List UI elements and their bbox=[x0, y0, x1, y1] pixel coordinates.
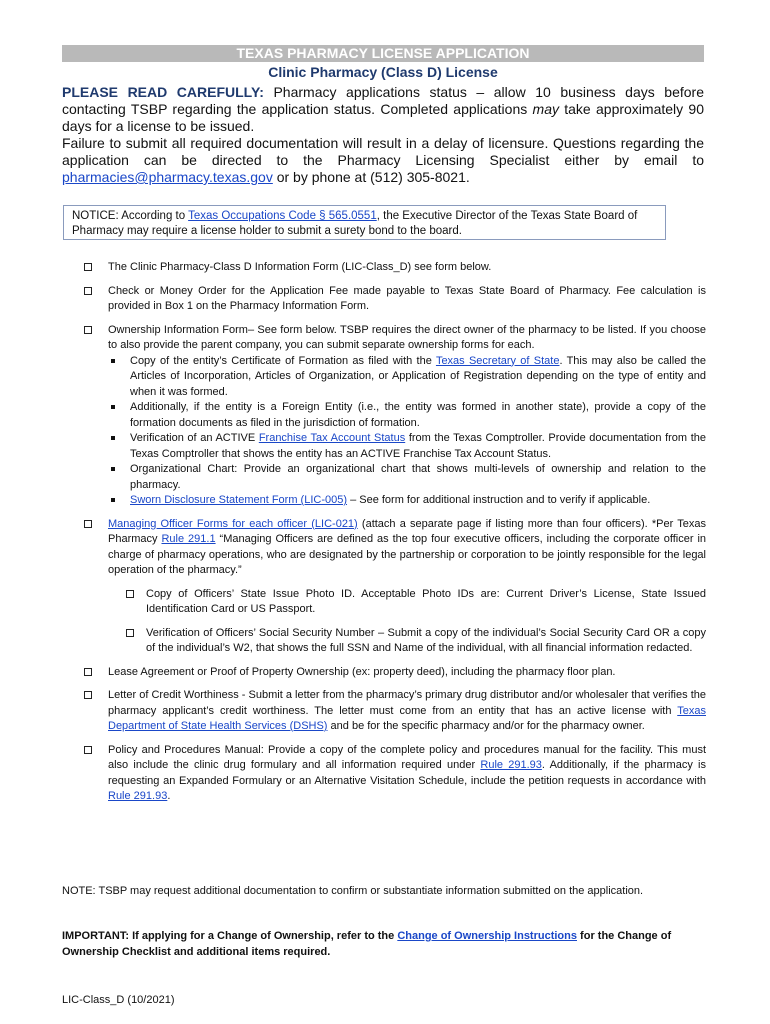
bullet-text: Organizational Chart: Provide an organizational chart that shows multi-levels of ownership and relation to the pharmacy. bbox=[130, 463, 706, 491]
bullet-text: from the Texas Comptroller. Provide documentation from the Texas Comptroller that shows the entity has an ACTIVE Franchise Tax Account Status. bbox=[130, 432, 706, 460]
intro-text: Failure to submit all required documentation will result in a delay of licensure. Questions regarding the application can be directed to the Pharmacy Licensing Specialist either by email to bbox=[62, 135, 704, 168]
form-subtitle: Clinic Pharmacy (Class D) License bbox=[268, 64, 498, 80]
requirements-checklist bbox=[62, 260, 706, 813]
form-title-banner: TEXAS PHARMACY LICENSE APPLICATION bbox=[62, 45, 704, 62]
checkbox-icon[interactable] bbox=[84, 691, 92, 699]
item-text: Check or Money Order for the Application Fee made payable to Texas State Board of Pharmacy. Fee calculation is provided in Box 1 on the Pharmacy Information Form. bbox=[108, 284, 706, 312]
secretary-of-state-link[interactable]: Texas Secretary of State bbox=[435, 354, 560, 367]
franchise-tax-link[interactable]: Franchise Tax Account Status bbox=[258, 432, 406, 444]
email-link[interactable]: pharmacies@pharmacy.texas.gov bbox=[62, 169, 273, 185]
item-text: Verification of Officers’ Social Security Number – Submit a copy of the individual’s Social Security Card OR a copy of the individual’s W2, that shows the full SSN and Name of the individual, with all financial information redacted. bbox=[146, 626, 706, 654]
checklist-item-info-form bbox=[62, 260, 706, 276]
checklist-item-photo-id bbox=[62, 587, 706, 618]
checklist-item-fee bbox=[62, 284, 706, 315]
rule-291-93-link[interactable]: Rule 291.93 bbox=[480, 759, 542, 771]
intro-emphasis: may bbox=[532, 101, 559, 117]
bullet-item bbox=[108, 493, 706, 509]
intro-paragraph-1 bbox=[62, 84, 704, 135]
checklist-item-policy bbox=[62, 743, 706, 805]
note-text: NOTE: TSBP may request additional documentation to confirm or substantiate information submitted on the application. bbox=[62, 885, 644, 897]
intro-paragraph-2 bbox=[62, 135, 704, 186]
bullet-item bbox=[108, 354, 706, 401]
item-text: . Additionally, if the pharmacy is requesting an Expanded Formulary or an Alternative Visitation Schedule, include the petition requests in accordance with bbox=[108, 759, 706, 787]
bullet-item bbox=[108, 431, 706, 462]
bullet-text: Copy of the entity’s Certificate of Formation as filed with the bbox=[130, 354, 436, 367]
item-text: Ownership Information Form– See form below. TSBP requires the direct owner of the pharmacy to be listed. If you choose to also provide the parent company, you can submit separate ownership forms for each. bbox=[108, 323, 706, 351]
notice-box bbox=[63, 205, 666, 240]
checkbox-icon[interactable] bbox=[84, 520, 92, 528]
checkbox-icon[interactable] bbox=[84, 668, 92, 676]
bullet-text: Verification of an ACTIVE bbox=[130, 432, 259, 444]
bullet-item bbox=[108, 462, 706, 493]
form-footer-id: LIC-Class_D (10/2021) bbox=[62, 994, 175, 1006]
bullet-text: Additionally, if the entity is a Foreign Entity (i.e., the entity was formed in another state), provide a copy of the formation documents as filed in the jurisdiction of formation. bbox=[130, 401, 706, 429]
checkbox-icon[interactable] bbox=[126, 590, 134, 598]
notice-text: , the Executive Director of the Texas State Board of Pharmacy may require a license holder to submit a surety bond to the board. bbox=[72, 210, 638, 237]
item-text: “Managing Officers are defined as the top four executive officers, including the corporate officer in charge of pharmacy operations, who are designated by the partnership or corporation to be jointly responsible for the legal operation of the pharmacy.” bbox=[108, 533, 707, 576]
bullet-item bbox=[108, 400, 706, 431]
important-notice bbox=[62, 929, 704, 960]
intro-section bbox=[62, 84, 704, 186]
rule-291-93-link-2[interactable]: Rule 291.93 bbox=[108, 790, 168, 802]
checklist-item-ssn bbox=[62, 626, 706, 657]
sworn-disclosure-link[interactable]: Sworn Disclosure Statement Form (LIC-005) bbox=[130, 494, 348, 506]
item-text: and be for the specific pharmacy and/or for the pharmacy owner. bbox=[327, 720, 645, 732]
notice-text: NOTICE: According to bbox=[72, 210, 189, 222]
ownership-bullet-list bbox=[108, 354, 706, 509]
item-text: . bbox=[167, 790, 171, 802]
important-text: IMPORTANT: If applying for a Change of Ownership, refer to the bbox=[62, 930, 398, 942]
checkbox-icon[interactable] bbox=[126, 629, 134, 637]
item-text: Policy and Procedures Manual: Provide a copy of the complete policy and procedures manual for the facility. This must also include the clinic drug formulary and all information required under bbox=[108, 743, 706, 771]
intro-text: take approximately 90 days for a license to be issued. bbox=[62, 101, 704, 134]
checklist-item-managing-officer bbox=[62, 517, 706, 579]
read-carefully-label: PLEASE READ CAREFULLY: bbox=[62, 84, 264, 100]
checklist-item-credit bbox=[62, 688, 706, 735]
dshs-link[interactable]: Texas Department of State Health Services (DSHS) bbox=[108, 704, 706, 732]
item-text: Letter of Credit Worthiness - Submit a letter from the pharmacy’s primary drug distributor and/or wholesaler that verifies the pharmacy applicant’s credit worthiness. The letter must come from an entity that has an active license with bbox=[108, 689, 706, 717]
checkbox-icon[interactable] bbox=[84, 263, 92, 271]
item-text: (attach a separate page if listing more than four officers). *Per Texas Pharmacy bbox=[108, 517, 706, 545]
checkbox-icon[interactable] bbox=[84, 326, 92, 334]
rule-291-1-link[interactable]: Rule 291.1 bbox=[161, 533, 216, 545]
checklist-item-lease bbox=[62, 665, 706, 681]
checkbox-icon[interactable] bbox=[84, 287, 92, 295]
change-of-ownership-link[interactable]: Change of Ownership Instructions bbox=[397, 930, 577, 942]
item-text: Copy of Officers’ State Issue Photo ID. Acceptable Photo IDs are: Current Driver’s License, State Issued Identification Card or US Passport. bbox=[146, 587, 706, 615]
bullet-text: – See form for additional instruction and to verify if applicable. bbox=[347, 494, 651, 506]
bullet-text: . This may also be called the Articles of Incorporation, Articles of Organization, or Application of Registration depending on the type of entity and when it was formed. bbox=[130, 354, 707, 398]
checklist-item-ownership bbox=[62, 323, 706, 509]
managing-officer-forms-link[interactable]: Managing Officer Forms for each officer (LIC-021) bbox=[108, 517, 358, 530]
occupations-code-link[interactable]: Texas Occupations Code § 565.0551 bbox=[188, 210, 377, 222]
intro-text: or by phone at (512) 305-8021. bbox=[272, 169, 470, 185]
important-text: for the Change of Ownership Checklist and additional items required. bbox=[62, 930, 672, 958]
intro-text: Pharmacy applications status – allow 10 business days before contacting TSBP regarding the application status. Completed applications bbox=[62, 84, 704, 117]
checkbox-icon[interactable] bbox=[84, 746, 92, 754]
item-text: The Clinic Pharmacy-Class D Information Form (LIC-Class_D) see form below. bbox=[108, 261, 492, 273]
item-text: Lease Agreement or Proof of Property Ownership (ex: property deed), including the pharmacy floor plan. bbox=[108, 665, 616, 678]
